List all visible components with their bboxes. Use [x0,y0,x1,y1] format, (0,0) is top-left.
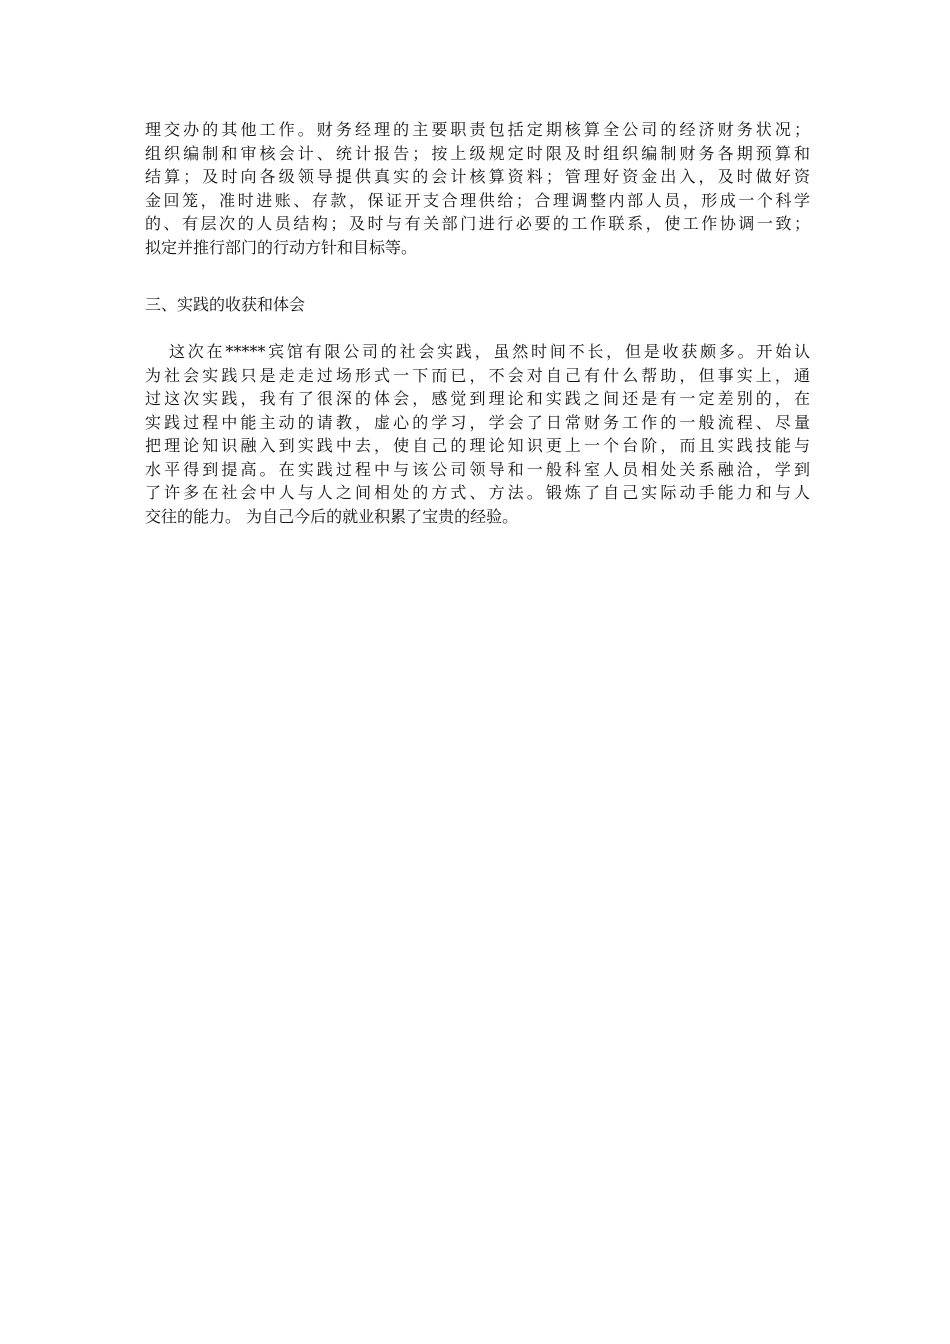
paragraph-duties [145,118,810,259]
paragraph-line: 金回笼，准时进账、存款，保证开支合理供给；合理调整内部人员，形成一个科学 [145,190,810,210]
paragraph-line: 过这次实践，我有了很深的体会，感觉到理论和实践之间还是有一定差别的，在 [145,389,810,408]
section-heading: 三、实践的收获和体会 [145,295,306,314]
paragraph-line: 的、有层次的人员结构；及时与有关部门进行必要的工作联系，使工作协调一致； [145,214,810,233]
paragraph-line: 理交办的其他工作。财务经理的主要职责包括定期核算全公司的经济财务状况； [145,120,810,139]
paragraph-line: 组织编制和审核会计、统计报告；按上级规定时限及时组织编制财务各期预算和 [145,143,810,163]
paragraph-line: 把理论知识融入到实践中去，使自己的理论知识更上一个台阶，而且实践技能与 [145,436,810,455]
paragraph-line: 实践过程中能主动的请教，虚心的学习，学会了日常财务工作的一般流程、尽量 [145,412,810,432]
paragraph-line: 水平得到提高。在实践过程中与该公司领导和一般科室人员相处关系融洽，学到 [145,459,810,479]
paragraph-line: 了许多在社会中人与人之间相处的方式、方法。锻炼了自己实际动手能力和与人 [145,483,810,502]
paragraph-line: 交往的能力。 为自己今后的就业积累了宝贵的经验。 [145,506,519,526]
paragraph-line: 结算；及时向各级领导提供真实的会计核算资料；管理好资金出入，及时做好资 [145,167,810,186]
paragraph-line: 为社会实践只是走走过场形式一下而已，不会对自己有什么帮助，但事实上，通 [145,365,810,385]
paragraph-harvest [145,340,810,528]
paragraph-line: 拟定并推行部门的行动方针和目标等。 [145,237,418,257]
paragraph-line: 这次在*****宾馆有限公司的社会实践，虽然时间不长，但是收获颇多。开始认 [169,342,810,361]
